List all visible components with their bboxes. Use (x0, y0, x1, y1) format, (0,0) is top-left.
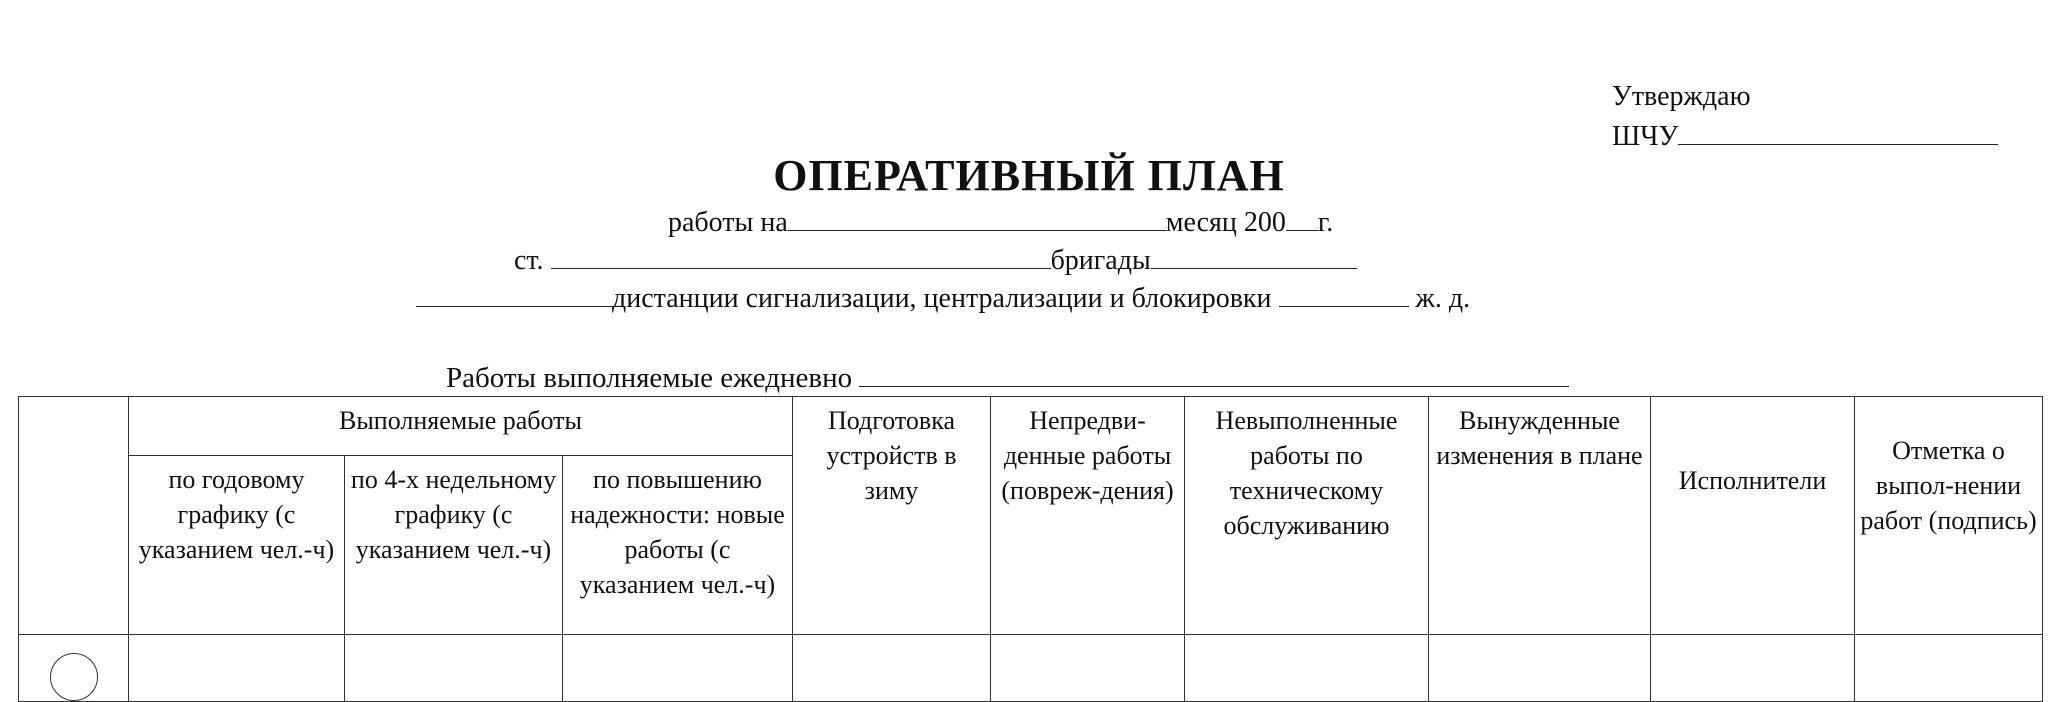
brigade-blank[interactable] (1151, 244, 1357, 269)
station-line (514, 244, 1357, 277)
distance-text: дистанции сигнализации, централизации и блокировки (612, 283, 1272, 314)
approval-block (1612, 78, 1998, 156)
table-row (19, 635, 2043, 702)
distance-blank[interactable] (416, 282, 612, 307)
year-blank[interactable] (1286, 206, 1318, 231)
table-cell[interactable] (793, 635, 991, 702)
railway-suffix: ж. д. (1415, 283, 1471, 314)
row-number-header (19, 397, 129, 635)
distance-line (416, 282, 1470, 315)
table-cell[interactable] (1429, 635, 1651, 702)
table-cell[interactable] (129, 635, 345, 702)
approval-label: Утверждаю (1612, 81, 1751, 112)
col-unfulfilled: Невыполненные работы по техническому обслуживанию (1185, 397, 1429, 635)
station-blank[interactable] (551, 244, 1051, 269)
daily-works-line (446, 362, 1569, 395)
table-cell[interactable] (991, 635, 1185, 702)
col-forced-changes: Вынужденные изменения в плане (1429, 397, 1651, 635)
col-signature: Отметка о выпол-нении работ (подпись) (1855, 397, 2043, 635)
daily-works-label: Работы выполняемые ежедневно (446, 362, 853, 394)
station-prefix: ст. (514, 245, 544, 276)
table-cell[interactable] (563, 635, 793, 702)
col-executors: Исполнители (1651, 397, 1855, 635)
approval-position: ШЧУ (1612, 121, 1679, 152)
table-cell[interactable] (345, 635, 563, 702)
header-row-1 (19, 397, 2043, 456)
year-suffix: г. (1317, 207, 1334, 238)
month-year-label: месяц 200 (1165, 207, 1286, 238)
work-for-label: работы на (668, 207, 788, 238)
row-marker-cell (19, 635, 129, 702)
col-unforeseen: Непредви-денные работы (повреж-дения) (991, 397, 1185, 635)
brigade-label: бригады (1050, 245, 1151, 276)
railway-blank[interactable] (1279, 282, 1409, 307)
page-title: ОПЕРАТИВНЫЙ ПЛАН (773, 151, 1285, 200)
table-cell[interactable] (1185, 635, 1429, 702)
daily-works-blank[interactable] (859, 362, 1569, 387)
circle-marker-icon (50, 653, 98, 701)
col-4week-schedule: по 4-х недельному графику (с указанием чел.-ч) (345, 456, 563, 635)
col-reliability: по повышению надежности: новые работы (с указанием чел.-ч) (563, 456, 793, 635)
month-blank[interactable] (788, 206, 1166, 231)
col-winter-prep: Подготовка устройств в зиму (793, 397, 991, 635)
performed-works-header: Выполняемые работы (129, 397, 793, 456)
col-annual-schedule: по годовому графику (с указанием чел.-ч) (129, 456, 345, 635)
table-cell[interactable] (1651, 635, 1855, 702)
plan-table (18, 396, 2043, 702)
signature-blank[interactable] (1678, 116, 1998, 145)
table-cell[interactable] (1855, 635, 2043, 702)
work-period-line (668, 206, 1333, 239)
